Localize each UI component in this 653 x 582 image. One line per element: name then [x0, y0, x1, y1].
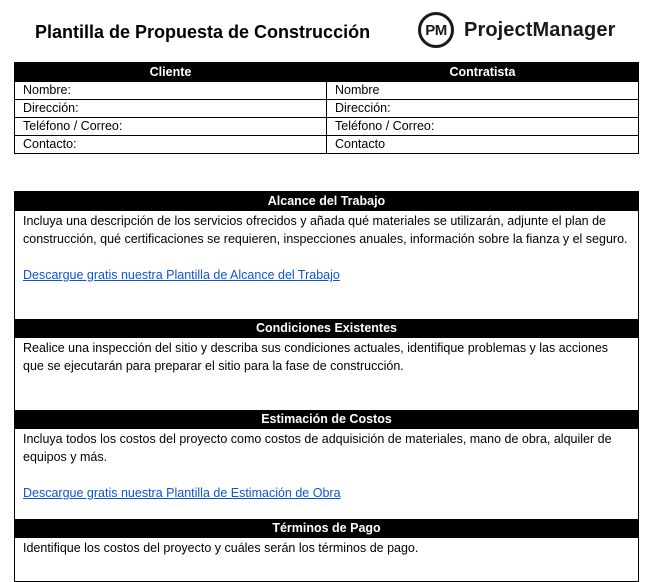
table-row: [15, 82, 639, 100]
client-name-cell[interactable]: Nombre:: [15, 82, 327, 100]
client-contact-cell[interactable]: Contacto:: [15, 136, 327, 154]
section-header-costs: Estimación de Costos: [15, 410, 638, 429]
section-body-scope[interactable]: [15, 211, 638, 319]
conditions-text: Realice una inspección del sitio y describa sus condiciones actuales, identifique problemas y las acciones que se ejecutarán para preparar el sitio para la fase de construcción.: [23, 341, 609, 373]
cost-estimate-template-link[interactable]: Descargue gratis nuestra Plantilla de Estimación de Obra: [23, 486, 341, 500]
costs-text: Incluya todos los costos del proyecto como costos de adquisición de materiales, mano de obra, alquiler de equipos y más.: [23, 432, 612, 464]
projectmanager-logo: [418, 10, 615, 50]
logo-text: ProjectManager: [464, 18, 616, 41]
client-phone-cell[interactable]: Teléfono / Correo:: [15, 118, 327, 136]
section-body-conditions[interactable]: [15, 338, 638, 410]
scope-text: Incluya una descripción de los servicios ofrecidos y añada qué materiales se utilizarán, adjunte el plan de construcción, qué certificaciones se requieren, inspecciones anuales, información sobre la fianza y el seguro.: [23, 214, 628, 246]
contact-table: [14, 62, 639, 154]
contractor-phone-cell[interactable]: Teléfono / Correo:: [327, 118, 639, 136]
proposal-sections: [14, 191, 639, 582]
contractor-contact-cell[interactable]: Contacto: [327, 136, 639, 154]
column-header-client: Cliente: [15, 63, 327, 82]
section-body-costs[interactable]: [15, 429, 638, 519]
table-row: [15, 118, 639, 136]
contractor-name-cell[interactable]: Nombre: [327, 82, 639, 100]
column-header-contractor: Contratista: [327, 63, 639, 82]
scope-template-link[interactable]: Descargue gratis nuestra Plantilla de Alcance del Trabajo: [23, 268, 340, 282]
table-row: [15, 136, 639, 154]
section-header-scope: Alcance del Trabajo: [15, 192, 638, 211]
contractor-address-cell[interactable]: Dirección:: [327, 100, 639, 118]
pm-logo-icon: PM: [418, 12, 454, 48]
section-header-payment: Términos de Pago: [15, 519, 638, 538]
section-header-conditions: Condiciones Existentes: [15, 319, 638, 338]
contact-table-header: [15, 63, 639, 82]
page-title: Plantilla de Propuesta de Construcción: [35, 22, 371, 42]
client-address-cell[interactable]: Dirección:: [15, 100, 327, 118]
section-body-payment[interactable]: [15, 538, 638, 581]
payment-text: Identifique los costos del proyecto y cuáles serán los términos de pago.: [23, 541, 419, 555]
table-row: [15, 100, 639, 118]
